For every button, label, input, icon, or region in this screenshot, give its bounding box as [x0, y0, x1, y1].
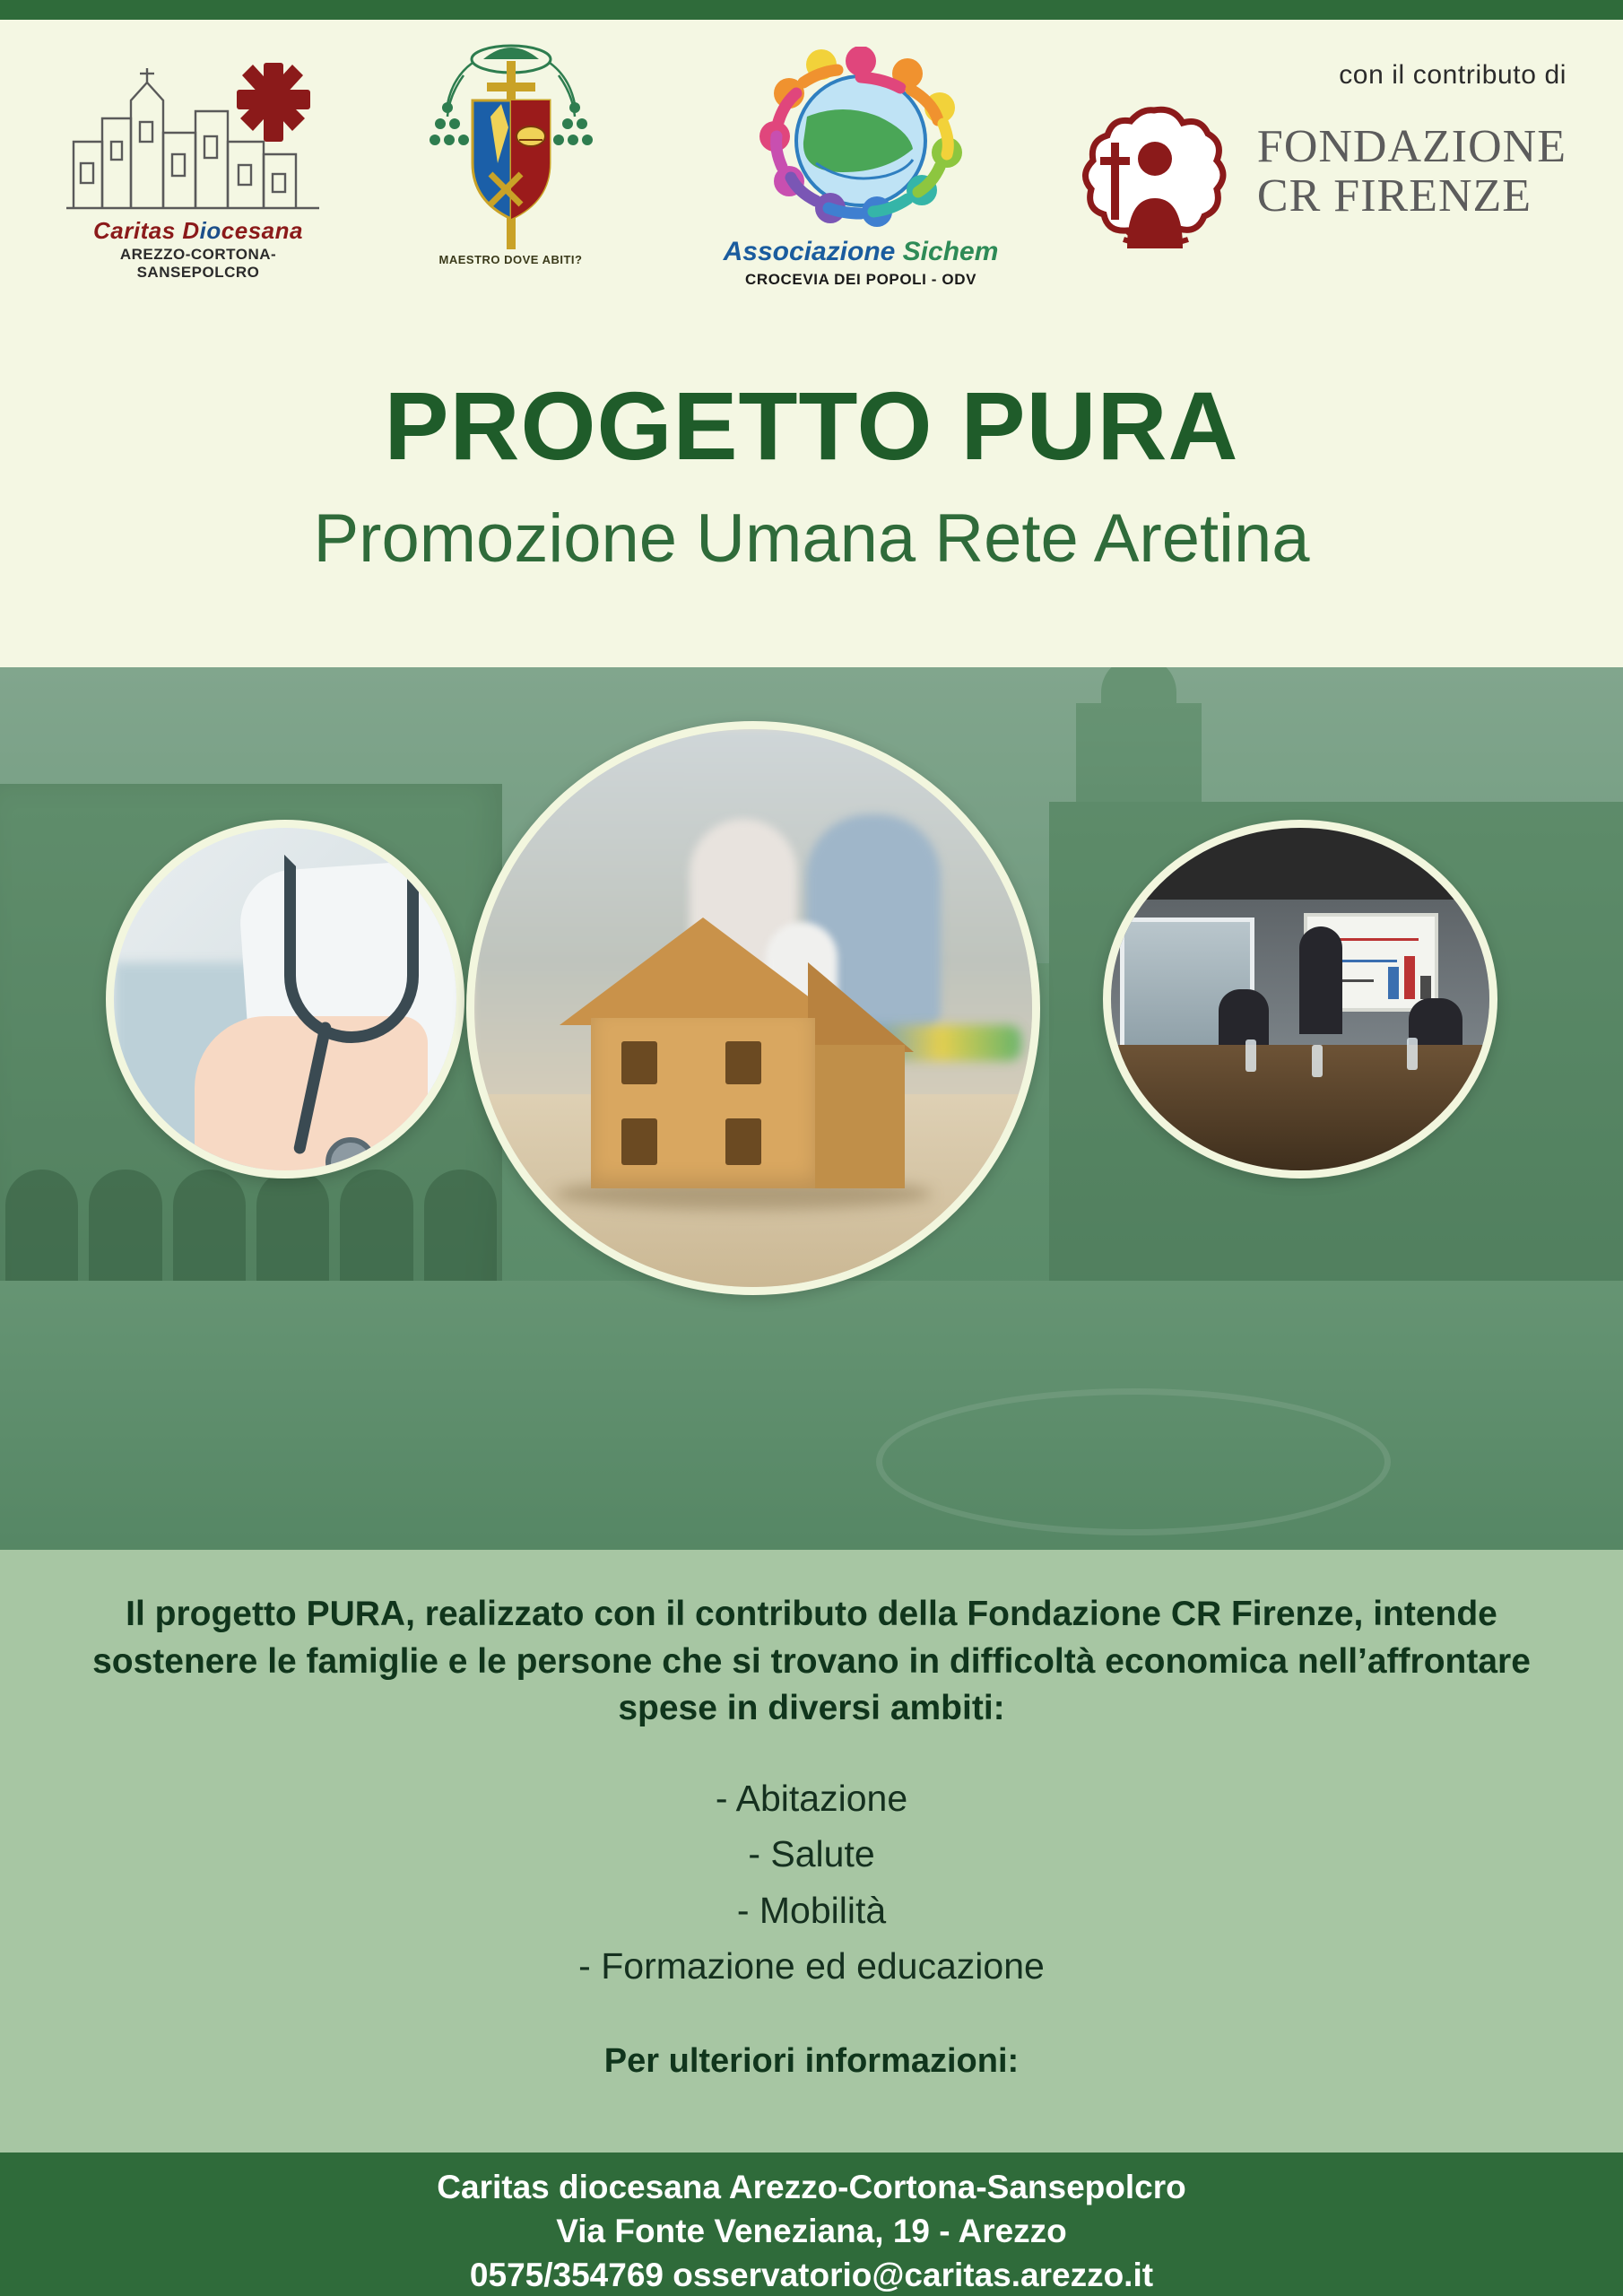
fondazione-emblem-icon — [1072, 105, 1237, 275]
fondazione-name: FONDAZIONE CR FIRENZE — [1256, 121, 1567, 222]
photo-circle-housing — [466, 721, 1040, 1295]
footer-contact — [0, 2152, 1623, 2296]
more-info-title: Per ulteriori informazioni: — [603, 2042, 1020, 2081]
bishop-coat-of-arms — [408, 39, 614, 309]
caritas-name: Caritas Diocesana — [93, 217, 303, 244]
caritas-dioceses: AREZZO-CORTONA-SANSEPOLCRO — [119, 246, 277, 281]
footer-phone-email: 0575/354769 osservatorio@caritas.arezzo.it — [469, 2257, 1154, 2294]
sichem-globe-people-icon — [681, 47, 1040, 235]
logo-row — [0, 20, 1623, 316]
wooden-house-icon — [591, 1018, 815, 1188]
ambiti-list — [0, 1770, 1623, 1994]
title-block — [0, 316, 1623, 667]
sichem-logo — [681, 47, 1040, 307]
photo-circle-training — [1103, 820, 1497, 1178]
list-item: - Salute — [748, 1833, 875, 1875]
sichem-subtitle: CROCEVIA DEI POPOLI - ODV — [744, 271, 977, 288]
list-item: - Mobilità — [736, 1889, 887, 1931]
stethoscope-icon — [284, 855, 419, 1043]
top-green-bar — [0, 0, 1623, 20]
page-title: PROGETTO PURA — [384, 371, 1239, 480]
hero-image-band — [0, 667, 1623, 1550]
caritas-skyline-icon — [61, 56, 330, 213]
footer-organisation: Caritas diocesana Arezzo-Cortona-Sansepolcro — [437, 2169, 1186, 2205]
contribution-label: con il contributo di — [1339, 60, 1567, 90]
coat-of-arms-motto: MAESTRO DOVE ABITI? — [438, 253, 583, 266]
caritas-cross-icon — [237, 63, 310, 142]
list-item: - Abitazione — [715, 1777, 908, 1819]
coat-of-arms-icon — [408, 39, 614, 264]
list-item: - Formazione ed educazione — [578, 1944, 1045, 1987]
body-paragraph: Il progetto PURA, realizzato con il contributo della Fondazione CR Firenze, intende sostenere le famiglie e le persone che si trovano in difficoltà economica nell’affrontare spese in diversi ambiti: — [92, 1595, 1531, 1728]
caritas-logo — [54, 47, 341, 289]
house-roof — [560, 918, 846, 1025]
fondazione-cr-firenze-logo — [1072, 51, 1574, 284]
photo-circle-health — [106, 820, 464, 1178]
sichem-title: Associazione Sichem — [723, 237, 999, 266]
footer-address: Via Fonte Veneziana, 19 - Arezzo — [556, 2213, 1067, 2250]
page-subtitle: Promozione Umana Rete Aretina — [313, 500, 1310, 577]
body-band — [0, 1550, 1623, 2152]
